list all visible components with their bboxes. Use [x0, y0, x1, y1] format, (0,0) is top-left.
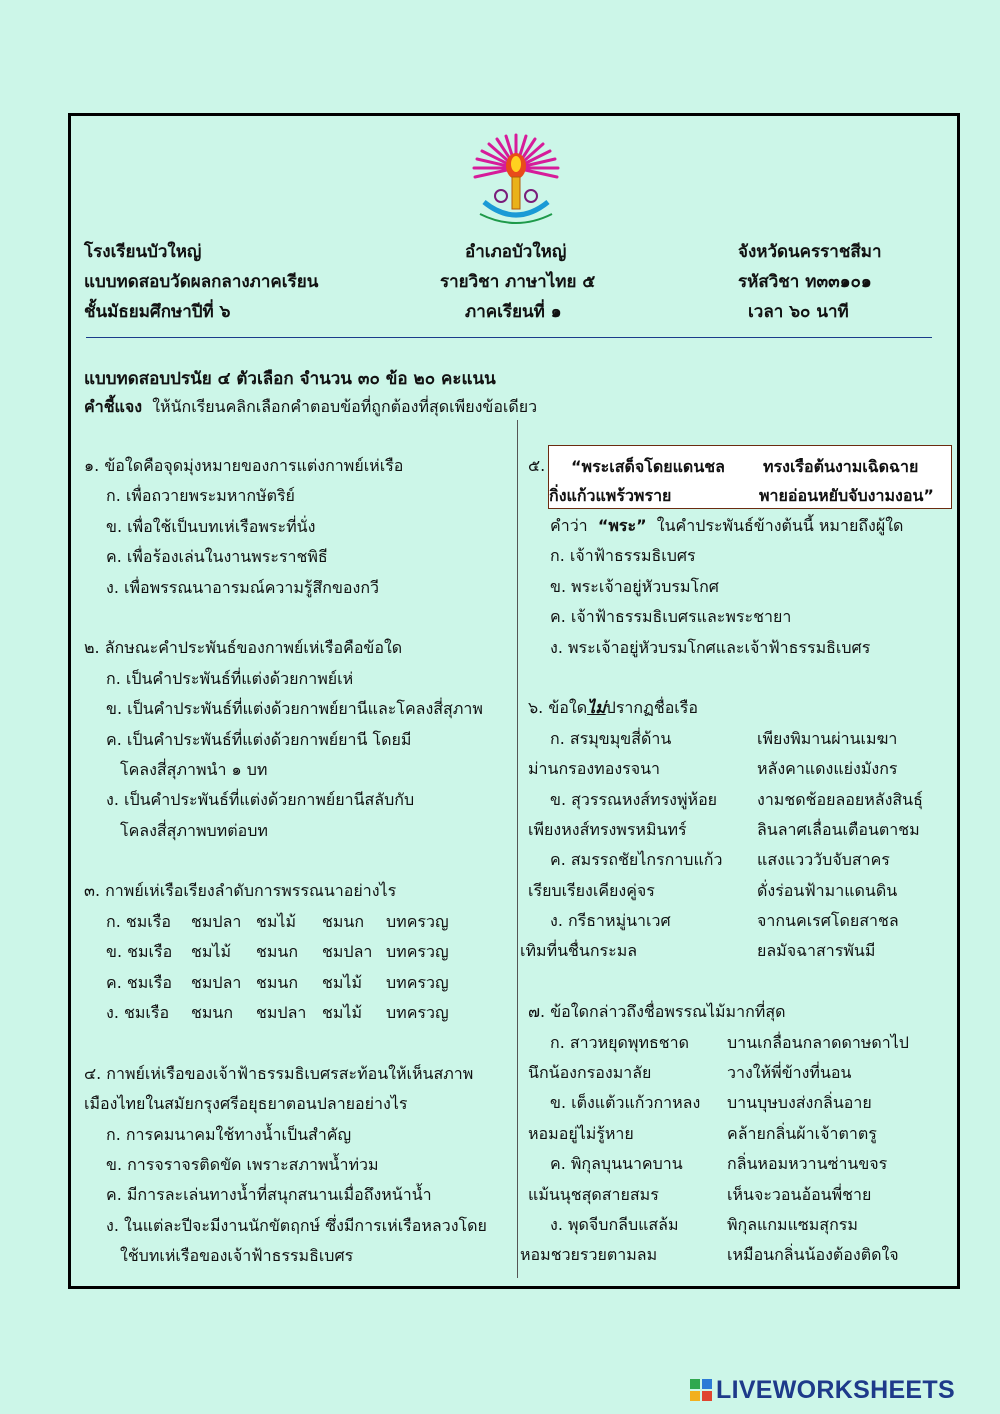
q6-a-1: ก. สรมุขมุขสี่ด้าน [550, 728, 672, 748]
q3-option-d[interactable] [84, 998, 514, 1028]
q3-c-5: บทครวญ [386, 972, 449, 992]
q6-c-2: แสงแวววับจับสาคร [757, 850, 890, 870]
q7-b-1: ข. เต็งแต้วแก้วกาหลง [550, 1093, 701, 1113]
q5-prompt-pre: คำว่า [550, 516, 588, 535]
liveworksheets-mark-icon [690, 1379, 712, 1401]
q3-a-4: ชมนก [322, 911, 365, 931]
q5-verse-4: พายอ่อนหยับจับงามงอน” [759, 486, 934, 505]
q2-text: ๒. ลักษณะคำประพันธ์ของกาพย์เห่เรือคือข้อใด [84, 638, 403, 658]
q3-d-2: ชมนก [191, 1003, 234, 1023]
q4-option-b[interactable]: ข. การจราจรติดขัด เพราะสภาพน้ำท่วม [106, 1154, 379, 1174]
q3-d-3: ชมปลา [256, 1003, 307, 1023]
q1-option-b[interactable]: ข. เพื่อใช้เป็นบทเห่เรือพระที่นั่ง [106, 516, 316, 536]
q1-option-c[interactable]: ค. เพื่อร้องเล่นในงานพระราชพิธี [106, 547, 328, 567]
q1-text: ๑. ข้อใดคือจุดมุ่งหมายของการแต่งกาพย์เห่เรือ [84, 456, 404, 475]
q6-d-4: ยลมัจฉาสารพันมี [757, 941, 876, 961]
q6-option-b[interactable] [528, 785, 958, 815]
q7-c-4: เห็นจะวอนอ้อนพี่ชาย [727, 1184, 872, 1204]
q3-b-5: บทครวญ [386, 942, 449, 962]
q6-option-c-cont[interactable] [528, 876, 958, 906]
q7-option-a[interactable] [528, 1028, 958, 1058]
q6-option-d-cont[interactable] [520, 936, 958, 966]
q7-d-4: เหมือนกลิ่นน้องต้องติดใจ [727, 1245, 899, 1265]
left-column [84, 451, 514, 1272]
q6-d-3: เทิมที่นชื่นกระมล [520, 941, 638, 961]
q7-d-2: พิกุลแกมแซมสุกรม [727, 1214, 858, 1234]
q7-d-3: หอมชวยรวยตามลม [520, 1245, 658, 1265]
q6-b-3: เพียงหงส์ทรงพรหมินทร์ [528, 819, 687, 839]
q6-d-1: ง. กรีธาหมู่นาเวศ [550, 911, 671, 931]
q7-option-d[interactable] [528, 1210, 958, 1240]
q3-b-2: ชมไม้ [191, 942, 231, 962]
q5-prompt-post: ในคำประพันธ์ข้างต้นนี้ หมายถึงผู้ใด [656, 516, 904, 535]
q3-c-2: ชมปลา [191, 972, 242, 992]
q7-option-a-cont[interactable] [528, 1058, 958, 1088]
q6-b-2: งามชดช้อยลอยหลังสินธุ์ [757, 789, 923, 809]
q7-option-c-cont[interactable] [528, 1180, 958, 1210]
q6-a-2: เพียงพิมานผ่านเมฆา [757, 728, 898, 748]
q3-c-1: ค. ชมเรือ [106, 972, 172, 992]
q3-d-1: ง. ชมเรือ [106, 1003, 170, 1023]
q3-a-2: ชมปลา [191, 911, 242, 931]
subject-code: รหัสวิชา ท๓๓๑๐๑ [738, 272, 872, 292]
q4-option-d-cont[interactable]: ใช้บทเห่เรือของเจ้าฟ้าธรรมธิเบศร [120, 1246, 354, 1266]
exam-time: เวลา ๖๐ นาที [748, 302, 849, 322]
q7-text: ๗. ข้อใดกล่าวถึงชื่อพรรณไม้มากที่สุด [528, 1002, 786, 1022]
q4-option-d[interactable]: ง. ในแต่ละปีจะมีงานนักขัตฤกษ์ ซึ่งมีการเห่เรือหลวงโดย [106, 1215, 487, 1235]
q6-text [528, 693, 958, 723]
province-name: จังหวัดนครราชสีมา [738, 242, 882, 262]
q2-option-c-cont[interactable]: โคลงสี่สุภาพนำ ๑ บท [120, 759, 268, 779]
q2-option-b[interactable]: ข. เป็นคำประพันธ์ที่แต่งด้วยกาพย์ยานีและโคลงสี่สุภาพ [106, 699, 483, 719]
q7-option-b-cont[interactable] [528, 1119, 958, 1149]
district-name: อำเภอบัวใหญ่ [465, 242, 567, 262]
q3-a-3: ชมไม้ [256, 911, 296, 931]
q7-a-2: บานเกลื่อนกลาดดาษดาไป [727, 1032, 909, 1052]
school-emblem-icon [470, 132, 562, 228]
q6-b-1: ข. สุวรรณหงส์ทรงพู่ห้อย [550, 789, 718, 809]
right-column [520, 511, 958, 1271]
instructions-label: คำชี้แจง [84, 397, 143, 416]
q5-verse-box [548, 445, 952, 509]
q5-option-b[interactable]: ข. พระเจ้าอยู่หัวบรมโกศ [550, 576, 719, 596]
q1-option-a[interactable]: ก. เพื่อถวายพระมหากษัตริย์ [106, 486, 295, 506]
q5-number: ๕. [528, 456, 546, 475]
q5-verse-2: ทรงเรือต้นงามเฉิดฉาย [763, 457, 919, 476]
q7-c-3: แม้นนุชสุดสายสมร [528, 1184, 659, 1204]
q2-option-c[interactable]: ค. เป็นคำประพันธ์ที่แต่งด้วยกาพย์ยานี โดยมี [106, 729, 412, 749]
q7-option-b[interactable] [528, 1088, 958, 1118]
q6-text-emph: ไม่ [587, 698, 606, 718]
q3-d-4: ชมไม้ [322, 1003, 362, 1023]
q6-text-post: ปรากฏชื่อเรือ [605, 698, 698, 718]
q3-c-4: ชมไม้ [322, 972, 362, 992]
header-divider [86, 337, 932, 338]
q6-c-1: ค. สมรรถชัยไกรกาบแก้ว [550, 850, 723, 870]
q7-a-3: นึกน้องกรองมาลัย [528, 1063, 652, 1083]
q7-d-1: ง. พุดจีบกลีบแสล้ม [550, 1214, 679, 1234]
q5-verse-3: กิ่งแก้วแพร้วพราย [549, 486, 672, 505]
q6-option-d[interactable] [528, 906, 958, 936]
q6-option-a[interactable] [528, 724, 958, 754]
exam-title: แบบทดสอบวัดผลกลางภาคเรียน [84, 272, 319, 292]
q3-b-3: ชมนก [256, 942, 299, 962]
grade-level: ชั้นมัธยมศึกษาปีที่ ๖ [84, 302, 231, 322]
q7-a-4: วางให้พี่ข้างที่นอน [727, 1063, 852, 1083]
column-divider [517, 420, 518, 1278]
q7-c-2: กลิ่นหอมหวานซ่านขจร [727, 1154, 888, 1174]
q6-a-4: หลังคาแดงแย่งมังกร [757, 759, 898, 779]
q5-option-d[interactable]: ง. พระเจ้าอยู่หัวบรมโกศและเจ้าฟ้าธรรมธิเบศร [550, 637, 871, 657]
q3-option-c[interactable] [84, 968, 514, 998]
liveworksheets-wordmark: LIVEWORKSHEETS [716, 1376, 955, 1404]
q6-a-3: ม่านกรองทองรจนา [528, 759, 661, 779]
subject-name: รายวิชา ภาษาไทย ๕ [440, 272, 596, 292]
q6-option-b-cont[interactable] [528, 815, 958, 845]
semester: ภาคเรียนที่ ๑ [465, 302, 562, 322]
q6-text-pre: ๖. ข้อใด [528, 698, 588, 718]
q4-text-cont: เมืองไทยในสมัยกรุงศรีอยุธยาตอนปลายอย่างไร [84, 1094, 408, 1114]
q6-option-c[interactable] [528, 845, 958, 875]
q6-option-a-cont[interactable] [528, 754, 958, 784]
q3-d-5: บทครวญ [386, 1003, 449, 1023]
q5-option-c[interactable]: ค. เจ้าฟ้าธรรมธิเบศรและพระชายา [550, 607, 792, 627]
q3-a-1: ก. ชมเรือ [106, 911, 171, 931]
q7-a-1: ก. สาวหยุดพุทธชาด [550, 1032, 689, 1052]
q3-c-3: ชมนก [256, 972, 299, 992]
q3-b-4: ชมปลา [322, 942, 373, 962]
instructions-text: ให้นักเรียนคลิกเลือกคำตอบข้อที่ถูกต้องที่สุดเพียงข้อเดียว [152, 397, 538, 416]
q6-c-3: เรียบเรียงเคียงคู่จร [528, 880, 655, 900]
q3-option-a[interactable] [84, 907, 514, 937]
q7-option-c[interactable] [528, 1149, 958, 1179]
q6-b-4: ลินลาศเลื่อนเตือนตาชม [757, 819, 920, 839]
q3-text: ๓. กาพย์เห่เรือเรียงลำดับการพรรณนาอย่างไร [84, 881, 397, 901]
q1-option-d[interactable]: ง. เพื่อพรรณนาอารมณ์ความรู้สึกของกวี [106, 577, 379, 597]
q2-option-d[interactable]: ง. เป็นคำประพันธ์ที่แต่งด้วยกาพย์ยานีสลับกับ [106, 790, 415, 810]
q7-b-3: หอมอยู่ไม่รู้หาย [528, 1123, 634, 1143]
q6-d-2: จากนคเรศโดยสาชล [757, 911, 899, 931]
q3-a-5: บทครวญ [386, 911, 449, 931]
exam-format: แบบทดสอบปรนัย ๔ ตัวเลือก จำนวน ๓๐ ข้อ ๒๐ คะแนน [84, 369, 496, 389]
school-name: โรงเรียนบัวใหญ่ [84, 242, 202, 262]
q3-b-1: ข. ชมเรือ [106, 942, 173, 962]
instructions [84, 395, 537, 420]
q7-option-d-cont[interactable] [520, 1240, 958, 1270]
q7-b-2: บานบุษบงส่งกลิ่นอาย [727, 1093, 872, 1113]
q5-prompt-word: “พระ” [597, 516, 647, 535]
q7-c-1: ค. พิกุลบุนนาคบาน [550, 1154, 683, 1174]
q5-prompt [528, 511, 958, 541]
q6-c-4: ดั่งร่อนฟ้ามาแดนดิน [757, 880, 898, 900]
q4-option-c[interactable]: ค. มีการละเล่นทางน้ำที่สนุกสนานเมื่อถึงหน้าน้ำ [106, 1185, 432, 1205]
q5-verse-1: “พระเสด็จโดยแดนชล [571, 457, 725, 476]
q4-text: ๔. กาพย์เห่เรือของเจ้าฟ้าธรรมธิเบศรสะท้อนให้เห็นสภาพ [84, 1063, 474, 1083]
q5-option-a[interactable]: ก. เจ้าฟ้าธรรมธิเบศร [550, 546, 696, 566]
q2-option-d-cont[interactable]: โคลงสี่สุภาพบทต่อบท [120, 820, 268, 840]
q7-b-4: คล้ายกลิ่นผ้าเจ้าตาตรู [727, 1123, 877, 1143]
q4-option-a[interactable]: ก. การคมนาคมใช้ทางน้ำเป็นสำคัญ [106, 1124, 352, 1144]
q2-option-a[interactable]: ก. เป็นคำประพันธ์ที่แต่งด้วยกาพย์เห่ [106, 668, 354, 688]
q3-option-b[interactable] [84, 937, 514, 967]
